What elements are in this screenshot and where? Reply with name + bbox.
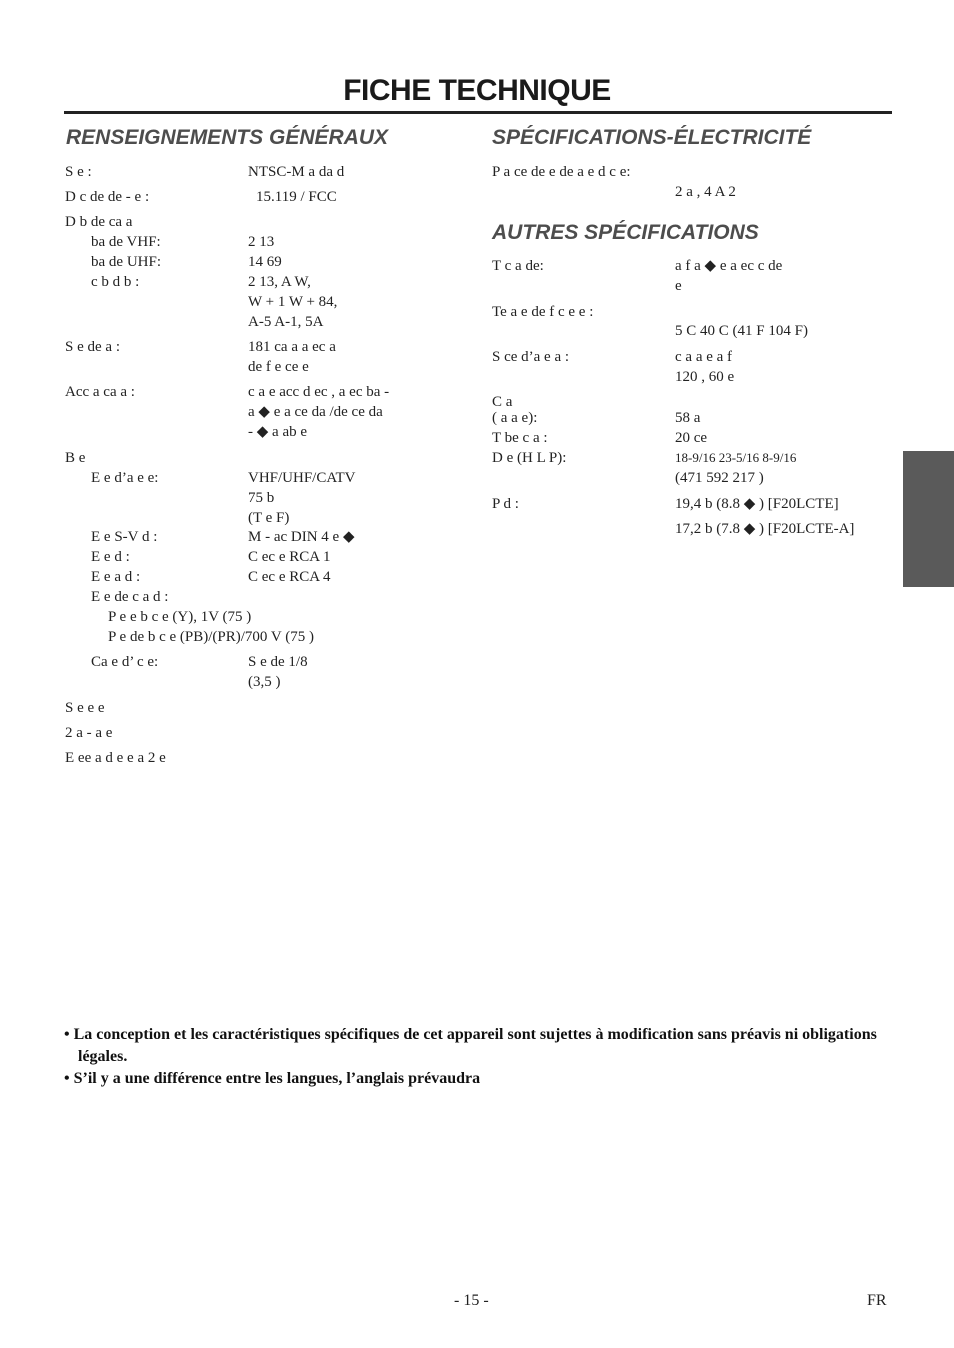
spec-label: Acc a ca a : <box>65 384 135 400</box>
spec-value: 75 b <box>248 490 275 506</box>
spec-label: T be c a : <box>492 430 548 446</box>
notes <box>64 1024 884 1090</box>
spec-label: P a ce de e de a e d c e: <box>492 164 631 180</box>
note-item: • S’il y a une différence entre les langues, l’anglais prévaudra <box>64 1070 481 1087</box>
heading-other-specs: AUTRES SPÉCIFICATIONS <box>492 221 759 244</box>
spec-value: 14 69 <box>248 254 282 270</box>
spec-label: E e d’a e e: <box>91 470 159 486</box>
spec-value: c a a e a f <box>675 349 733 365</box>
spec-label: ba de VHF: <box>91 234 161 250</box>
spec-value: 2 13, A W, <box>248 274 311 290</box>
note-item: • La conception et les caractéristiques spécifiques de cet appareil sont sujettes à modification sans préavis ni obligations légales. <box>64 1026 877 1065</box>
spec-value: 19,4 b (8.8 ◆ ) [F20LCTE] <box>675 496 839 512</box>
spec-value: W + 1 W + 84, <box>248 294 338 310</box>
spec-value: (471 592 217 ) <box>675 470 764 486</box>
spec-value: C ec e RCA 1 <box>248 549 331 565</box>
spec-label: E e a d : <box>91 569 141 585</box>
spec-label: S e de a : <box>65 339 120 355</box>
spec-label: E e S-V d : <box>91 529 158 545</box>
spec-label: ( a a e): <box>492 410 538 426</box>
heading-general-info: RENSEIGNEMENTS GÉNÉRAUX <box>66 126 389 149</box>
spec-label: T c a de: <box>492 258 544 274</box>
spec-value: NTSC-M a da d <box>248 164 345 180</box>
spec-value: M - ac DIN 4 e ◆ <box>248 529 355 545</box>
spec-value: A-5 A-1, 5A <box>248 314 324 330</box>
spec-value: c a e acc d ec , a ec ba - <box>248 384 390 400</box>
spec-label: D e (H L P): <box>492 450 567 466</box>
spec-value: (3,5 ) <box>248 674 281 690</box>
spec-label: D b de ca a <box>65 214 133 230</box>
spec-label: c b d b : <box>91 274 140 290</box>
spec-label: C a <box>492 394 513 410</box>
spec-label: P e e b c e (Y), 1V (75 ) <box>108 609 252 625</box>
page-number: - 15 - <box>454 1292 489 1309</box>
spec-value: e <box>675 278 682 294</box>
spec-value: VHF/UHF/CATV <box>248 470 356 486</box>
spec-label: S e : <box>65 164 92 180</box>
spec-value: 120 , 60 e <box>675 369 735 385</box>
spec-value: de f e ce e <box>248 359 309 375</box>
spec-label: S e e e <box>65 700 105 716</box>
spec-value: 181 ca a a ec a <box>248 339 336 355</box>
spec-label: ba de UHF: <box>91 254 161 270</box>
spec-label: E ee a d e e a 2 e <box>65 750 166 766</box>
language-code: FR <box>867 1292 887 1309</box>
spec-label: B e <box>65 450 86 466</box>
spec-label: Te a e de f c e e : <box>492 304 594 320</box>
spec-value: 17,2 b (7.8 ◆ ) [F20LCTE-A] <box>675 521 855 537</box>
spec-value: 20 ce <box>675 430 708 446</box>
spec-value: S e de 1/8 <box>248 654 308 670</box>
page-title: FICHE TECHNIQUE <box>343 74 611 107</box>
spec-value: C ec e RCA 4 <box>248 569 331 585</box>
spec-value: 2 13 <box>248 234 275 250</box>
spec-value: (T e F) <box>248 510 290 526</box>
spec-label: P d : <box>492 496 519 512</box>
spec-value: 58 a <box>675 410 701 426</box>
spec-label: D c de de - e : <box>65 189 150 205</box>
spec-value: a f a ◆ e a ec c de <box>675 258 783 274</box>
spec-label: P e de b c e (PB)/(PR)/700 V (75 ) <box>108 629 314 645</box>
spec-label: S ce d’a e a : <box>492 349 570 365</box>
spec-label: 2 a - a e <box>65 725 113 741</box>
spec-label: Ca e d’ c e: <box>91 654 159 670</box>
spec-value: 2 a , 4 A 2 <box>675 184 736 200</box>
spec-label: E e d : <box>91 549 130 565</box>
section-tab-marker <box>903 451 954 587</box>
title-rule <box>64 111 892 114</box>
spec-value: 18-9/16 23-5/16 8-9/16 <box>675 450 797 465</box>
heading-electrical-specs: SPÉCIFICATIONS-ÉLECTRICITÉ <box>492 126 812 149</box>
spec-value: a ◆ e a ce da /de ce da <box>248 404 383 420</box>
spec-value: 15.119 / FCC <box>256 189 337 205</box>
spec-label: E e de c a d : <box>91 589 169 605</box>
spec-value: - ◆ a ab e <box>248 424 308 440</box>
spec-value: 5 C 40 C (41 F 104 F) <box>675 323 808 339</box>
